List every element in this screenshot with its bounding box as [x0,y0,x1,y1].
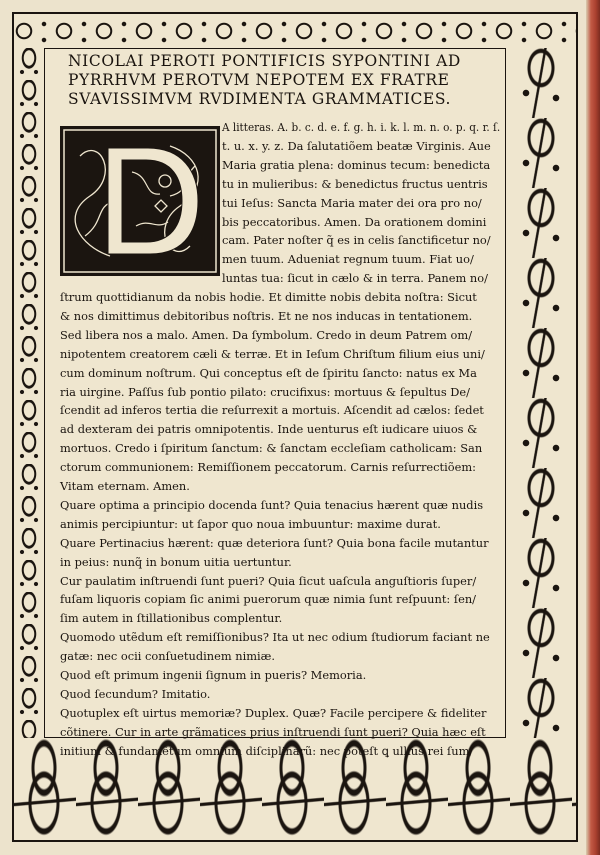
text-line: tu in mulieribus: & benedictus fructus uentris [222,176,488,191]
text-line: luntas tua: ſicut in cælo & in terra. Panem no/ [222,271,488,286]
text-line: ctorum communionem: Remiſſionem peccatorum. Carnis reſurrectiõem: [60,460,477,475]
text-line: & nos dimittimus debitoribus noſtris. Et ne nos inducas in tentationem. [60,308,473,323]
text-line: nipotentem creatorem cæli & terræ. Et in Ieſum Chriſtum filium eius uni/ [60,346,485,361]
text-line: cam. Pater noſter q̃ es in celis ſanctificetur no/ [222,233,491,248]
text-line: in peius: nunq̃ in bonum uitia uertuntur. [60,554,292,569]
text-line: ſcendit ad inferos tertia die reſurrexit a mortuis. Aſcendit ad cælos: ſedet [60,403,484,418]
text-line: mortuos. Credo i ſpiritum ſanctum: & ſanctam eccleſiam catholicam: San [60,441,483,456]
text-line: Quare optima a principio docenda ſunt? Quia tenacius hærent quæ nudis [60,497,484,512]
text-line: cõtinere. Cur in arte grãmatices prius inſtruendi ſunt pueri? Quia hæc eſt [60,724,486,739]
text-line: ad dexteram dei patris omnipotentis. Inde uenturus eſt iudicare uiuos & [60,422,478,437]
text-line: Cur paulatim inſtruendi ſunt pueri? Quia ſicut uaſcula anguſtioris ſuper/ [60,573,477,588]
text-line: t. u. x. y. z. Da ſalutatiõem beatæ Virginis. Aue [222,138,491,153]
title-line: PYRRHVM PEROTVM NEPOTEM EX FRATRE [68,71,450,89]
text-line: Quare Pertinacius hærent: quæ deteriora ſunt? Quia bona facile mutantur [60,535,489,550]
text-line: Vitam eternam. Amen. [60,479,190,493]
text-line: A litteras. A. b. c. d. e. f. g. h. i. k. l. m. n. o. p. q. r. ſ. [222,120,501,134]
red-page-edge [586,0,600,855]
border-top-ornament [14,14,576,48]
text-line: cum dominum noſtrum. Qui conceptus eſt de ſpiritu ſancto: natus ex Ma [60,365,477,380]
page-title [68,52,500,109]
text-line: fuſam liquoris copiam ſic animi puerorum quæ nimia ſunt reſpuunt: ſen/ [60,592,477,607]
border-right-ornament [506,48,576,738]
text-line: Quod eſt primum ingenii ſignum in pueris? Memoria. [60,668,367,682]
text-line: initium & fundamẽtum omnium diſciplinarũ: nec poteſt ꝗ ullius rei ſum/ [60,743,474,758]
text-line: Quotuplex eſt uirtus memoriæ? Duplex. Quæ? Facile percipere & fideliter [60,705,487,720]
border-left-ornament [14,48,44,738]
decorated-initial [60,126,220,276]
text-line: Quod ſecundum? Imitatio. [60,686,211,701]
title-line: SVAVISSIMVM RVDIMENTA GRAMMATICES. [68,90,452,108]
text-line: Maria gratia plena: dominus tecum: benedicta [222,157,491,172]
text-line: ria uirgine. Paſſus ſub pontio pilato: crucifixus: mortuus & ſepultus De/ [60,384,471,399]
text-line: ſim autem in ſtillationibus complentur. [60,611,283,626]
text-line: Quomodo utẽdum eſt remiſſionibus? Ita ut nec odium ſtudiorum faciant ne [60,630,490,645]
text-line: bis peccatoribus. Amen. Da orationem domini [222,214,487,229]
text-line: men tuum. Adueniat regnum tuum. Fiat uo/ [222,252,474,267]
floral-initial-d-icon [60,126,220,276]
text-line: ſtrum quottidianum da nobis hodie. Et dimitte nobis debita noſtra: Sicut [60,290,477,304]
text-line: Sed libera nos a malo. Amen. Da ſymbolum. Credo in deum Patrem om/ [60,327,473,342]
text-line: gatæ: nec ocii conſuetudinem nimiæ. [60,649,276,664]
text-line: tui Ieſus: Sancta Maria mater dei ora pro no/ [222,195,482,210]
title-line: NICOLAI PEROTI PONTIFICIS SYPONTINI AD [68,52,461,70]
text-line: animis percipiuntur: ut ſapor quo noua imbuuntur: maxime durat. [60,516,441,531]
